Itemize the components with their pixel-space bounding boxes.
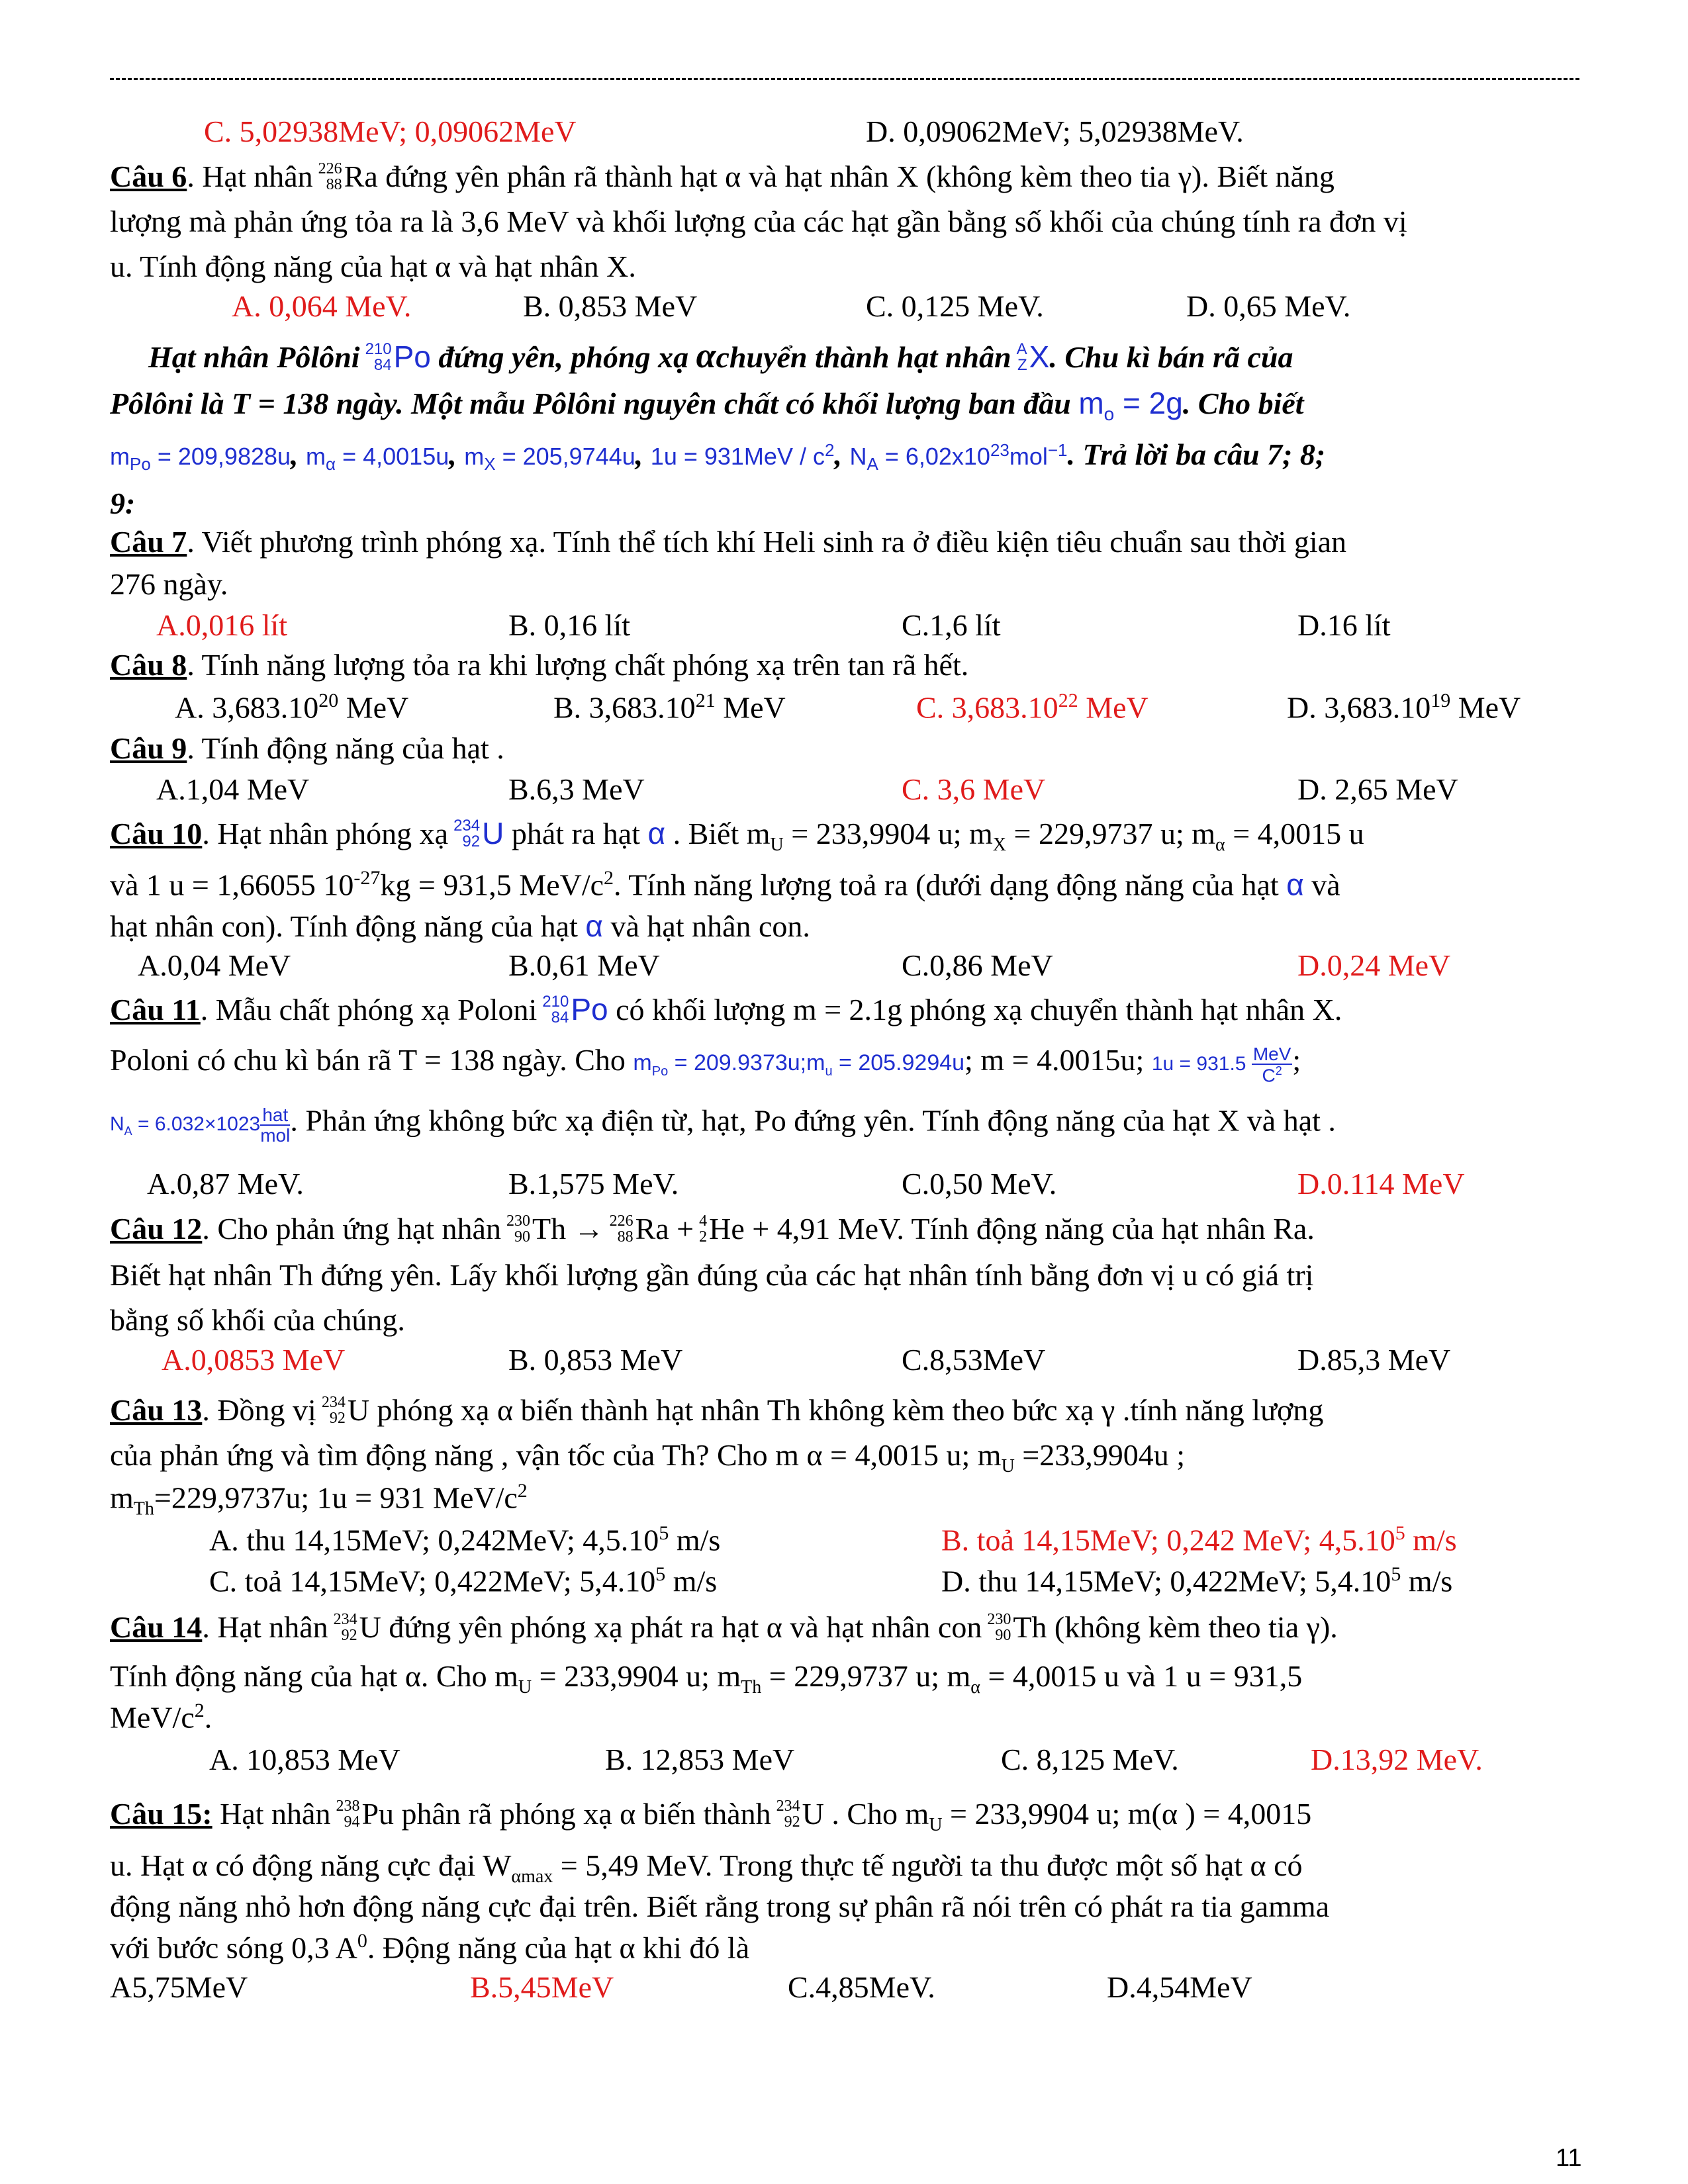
q6-option-d: D. 0,65 MeV.: [1186, 289, 1351, 323]
q13-option-c: C. toả 14,15MeV; 0,422MeV; 5,4.10$^5$ m/s: [209, 1563, 718, 1598]
q14-option-c: C. 8,125 MeV.: [1001, 1743, 1179, 1776]
ra-226-nuclide-q12: 226 88: [609, 1212, 633, 1246]
q6-label: Câu 6: [110, 159, 187, 193]
q11-label: Câu 11: [110, 993, 201, 1026]
q14-line-1: Câu 14. Hạt nhân 234 92 U đứng yên phóng xạ phát ra hạt α và hạt nhân con 230 90 Th (không kèm theo tia γ).: [110, 1610, 1338, 1645]
q11-option-b: B.1,575 MeV.: [508, 1167, 679, 1201]
q13-line-3: $m_{Th}=229,9737u$; 1u = 931 MeV/$c^2$: [110, 1480, 528, 1520]
unit-conversion: 1u = 931.5 $\frac{\text{MeV}}{C^2}$: [1151, 1044, 1291, 1086]
q12-line-1: Câu 12. Cho phản ứng hạt nhân 230 90 Th → 226 88 Ra + 4 2 He + 4,91 MeV. Tính động năng của hạt nhân Ra.: [110, 1212, 1315, 1246]
q12-line-2: Biết hạt nhân Th đứng yên. Lấy khối lượng gần đúng của các hạt nhân tính bằng đơn vị u có giá trị: [110, 1258, 1314, 1292]
q7-option-c: C.1,6 lít: [902, 608, 1001, 642]
q14-option-a: A. 10,853 MeV: [209, 1743, 400, 1776]
q7-label: Câu 7: [110, 525, 187, 559]
q10-label: Câu 10: [110, 817, 203, 850]
q10-line-2: và 1 u = 1,66055 $10^{-27}kg = 931,5$ MeV/$c^2$. Tính năng lượng toả ra (dưới dạng động năng của hạt α và: [110, 867, 1340, 902]
pu-238-nuclide: 238 94: [336, 1797, 360, 1831]
u-234-nuclide-q15: 234 92: [776, 1797, 800, 1831]
q14-option-b: B. 12,853 MeV: [605, 1743, 795, 1776]
q11-option-a: A.0,87 MeV.: [147, 1167, 304, 1201]
q13-label: Câu 13: [110, 1393, 203, 1427]
q7-line-1: Câu 7. Viết phương trình phóng xạ. Tính thể tích khí Heli sinh ra ở điều kiện tiêu chuẩn sau thời gian: [110, 525, 1347, 559]
q6-line-3: u. Tính động năng của hạt α và hạt nhân X.: [110, 250, 636, 283]
q8-option-d: D. 3,683.10$^{19}$ MeV: [1287, 690, 1521, 725]
q6-line-1: Câu 6. Hạt nhân 226 88 Ra đứng yên phân rã thành hạt α và hạt nhân X (không kèm theo tia γ). Biết năng: [110, 159, 1335, 194]
q6-option-a: A. 0,064 MeV.: [232, 289, 412, 323]
q15-option-a: A5,75MeV: [110, 1970, 248, 2004]
q12-option-a: A.0,0853 MeV: [162, 1343, 346, 1377]
q15-option-d: D.4,54MeV: [1107, 1970, 1252, 2004]
q15-line-3: động năng nhỏ hơn động năng cực đại trên. Biết rằng trong sự phân rã nói trên có phát ra tia gamma: [110, 1889, 1330, 1923]
q12-line-3: bằng số khối của chúng.: [110, 1303, 405, 1337]
q13-option-b: B. toả 14,15MeV; 0,242 MeV; 4,5.10$^5$ m/s: [941, 1522, 1457, 1557]
po-intro-line-1: Hạt nhân Pôlôni 210 84 Po đứng yên, phóng xạ αchuyển thành hạt nhân A Z X. Chu kì bán rã của: [148, 336, 1293, 375]
q10-option-d: D.0,24 MeV: [1297, 948, 1451, 982]
q10-option-a: A.0,04 MeV: [138, 948, 291, 982]
q14-label: Câu 14: [110, 1610, 203, 1644]
q11-option-d: D.0.114 MeV: [1297, 1167, 1465, 1201]
q9-option-c: C. 3,6 MeV: [902, 772, 1046, 806]
q8-option-c: C. 3,683.10$^{22}$ MeV: [916, 690, 1149, 725]
th-230-nuclide: 230 90: [506, 1212, 530, 1246]
page-number: 11: [1556, 2144, 1582, 2172]
q5-option-c: C. 5,02938MeV; 0,09062MeV: [204, 114, 577, 148]
q10-line-1: Câu 10. Hạt nhân phóng xạ 234 92 U phát ra hạt α . Biết $m_U = 233,9904$ u; $m_X = 229,9737$ u; $m_\alpha = 4,0015$ u: [110, 816, 1364, 856]
ra-226-nuclide: 226 88: [318, 160, 342, 194]
q8-option-a: A. 3,683.10$^{20}$ MeV: [175, 690, 409, 725]
q11-line-1: Câu 11. Mẫu chất phóng xạ Poloni 210 84 Po có khối lượng m = 2.1g phóng xạ chuyển thành hạt nhân X.: [110, 992, 1342, 1027]
q15-line-2: u. Hạt α có động năng cực đại $W_{\alpha max} = 5,49$ MeV. Trong thực tế người ta thu được một số hạt α có: [110, 1848, 1303, 1888]
q11-line-3: $N_A = 6.032\times 1023$ $\frac{\text{hat}}{\text{mol}}$ . Phản ứng không bức xạ điện từ, hạt, Po đứng yên. Tính động năng của hạt X và hạt .: [110, 1103, 1336, 1146]
q11-option-c: C.0,50 MeV.: [902, 1167, 1057, 1201]
q5-option-d: D. 0,09062MeV; 5,02938MeV.: [866, 114, 1244, 148]
po-210-nuclide: 210 84: [365, 340, 392, 375]
q14-line-3: MeV/$c^2$.: [110, 1700, 212, 1735]
q10-option-b: B.0,61 MeV: [508, 948, 660, 982]
x-nuclide: A Z: [1016, 340, 1027, 375]
q6-option-c: C. 0,125 MeV.: [866, 289, 1044, 323]
q8-option-b: B. 3,683.10$^{21}$ MeV: [553, 690, 786, 725]
q9-line-1: Câu 9. Tính động năng của hạt .: [110, 731, 504, 765]
po-210-nuclide-q11: 210 84: [542, 993, 569, 1027]
q14-line-2: Tính động năng của hạt α. Cho $m_U = 233,9904$ u; $m_{Th} = 229,9737$ u; $m_\alpha = 4,0015$ u và 1 u = 931,5: [110, 1659, 1303, 1698]
q9-option-a: A.1,04 MeV: [156, 772, 310, 806]
q10-option-c: C.0,86 MeV: [902, 948, 1053, 982]
q15-line-4: với bước sóng 0,3 $A^0$. Động năng của hạt α khi đó là: [110, 1930, 750, 1965]
q6-line-2: lượng mà phản ứng tỏa ra là 3,6 MeV và khối lượng của các hạt gần bằng số khối của chúng tính ra đơn vị: [110, 205, 1407, 238]
he-4-nuclide: 4 2: [699, 1212, 708, 1246]
po-intro-line-2: Pôlôni là T = 138 ngày. Một mẫu Pôlôni nguyên chất có khối lượng ban đầu $m_o = 2g$. Cho biết: [110, 386, 1304, 425]
q14-option-d: D.13,92 MeV.: [1311, 1743, 1483, 1776]
q8-label: Câu 8: [110, 648, 187, 682]
q7-option-d: D.16 lít: [1297, 608, 1391, 642]
q12-option-c: C.8,53MeV: [902, 1343, 1046, 1377]
q13-line-1: Câu 13. Đồng vị 234 92 U phóng xạ α biến thành hạt nhân Th không kèm theo bức xạ γ .tính năng lượng: [110, 1393, 1324, 1428]
q9-label: Câu 9: [110, 731, 187, 765]
q7-option-a: A.0,016 lít: [156, 608, 288, 642]
u-234-nuclide-q13: 234 92: [321, 1394, 346, 1428]
q12-option-d: D.85,3 MeV: [1297, 1343, 1451, 1377]
q7-line-2: 276 ngày.: [110, 567, 228, 601]
q7-option-b: B. 0,16 lít: [508, 608, 631, 642]
u-234-nuclide: 234 92: [453, 817, 481, 851]
avogadro-formula: $N_A = 6.032\times 1023$ $\frac{\text{hat}}{\text{mol}}$: [110, 1105, 291, 1146]
q15-option-b: B.5,45MeV: [470, 1970, 614, 2004]
q9-option-b: B.6,3 MeV: [508, 772, 645, 806]
u-234-nuclide-q14: 234 92: [333, 1611, 357, 1645]
q11-line-2: Poloni có chu kì bán rã T = 138 ngày. Cho $m_{Po}$ = $209.9373u;m_u = 205.9294u$; m = 4.0015u; 1u = 931.5 $\frac{\text{MeV}}{C^2}$ ;: [110, 1042, 1301, 1086]
po-intro-line-3: $m_{Po} = 209,9828u$, $m_\alpha = 4,0015u$, $m_X = 205,9744u$, $1u = 931MeV / c^2$, $N_A = 6,02x10^{23}mol^{-1}$. Trả lời ba câu 7; 8;: [110, 437, 1326, 475]
po-intro-line-4: 9:: [110, 486, 136, 520]
q13-line-2: của phản ứng và tìm động năng , vận tốc của Th? Cho m α = 4,0015 u; $m_U =233,9904u$ ;: [110, 1438, 1186, 1477]
th-230-nuclide-q14: 230 90: [987, 1611, 1011, 1645]
q12-label: Câu 12: [110, 1212, 203, 1246]
q15-line-1: Câu 15: Hạt nhân 238 94 Pu phân rã phóng xạ α biến thành 234 92 U . Cho $m_U = 233,9904$ u; m(α ) = 4,0015: [110, 1797, 1312, 1836]
q12-option-b: B. 0,853 MeV: [508, 1343, 683, 1377]
q10-line-3: hạt nhân con). Tính động năng của hạt α và hạt nhân con.: [110, 909, 810, 943]
q9-option-d: D. 2,65 MeV: [1297, 772, 1458, 806]
q15-option-c: C.4,85MeV.: [788, 1970, 935, 2004]
q13-option-a: A. thu 14,15MeV; 0,242MeV; 4,5.10$^5$ m/s: [209, 1522, 721, 1557]
q13-option-d: D. thu 14,15MeV; 0,422MeV; 5,4.10$^5$ m/s: [941, 1563, 1453, 1598]
q6-option-b: B. 0,853 MeV: [523, 289, 698, 323]
q8-line-1: Câu 8. Tính năng lượng tỏa ra khi lượng chất phóng xạ trên tan rã hết.: [110, 648, 969, 682]
top-dashed-rule: [110, 78, 1579, 80]
q15-label: Câu 15:: [110, 1797, 212, 1831]
